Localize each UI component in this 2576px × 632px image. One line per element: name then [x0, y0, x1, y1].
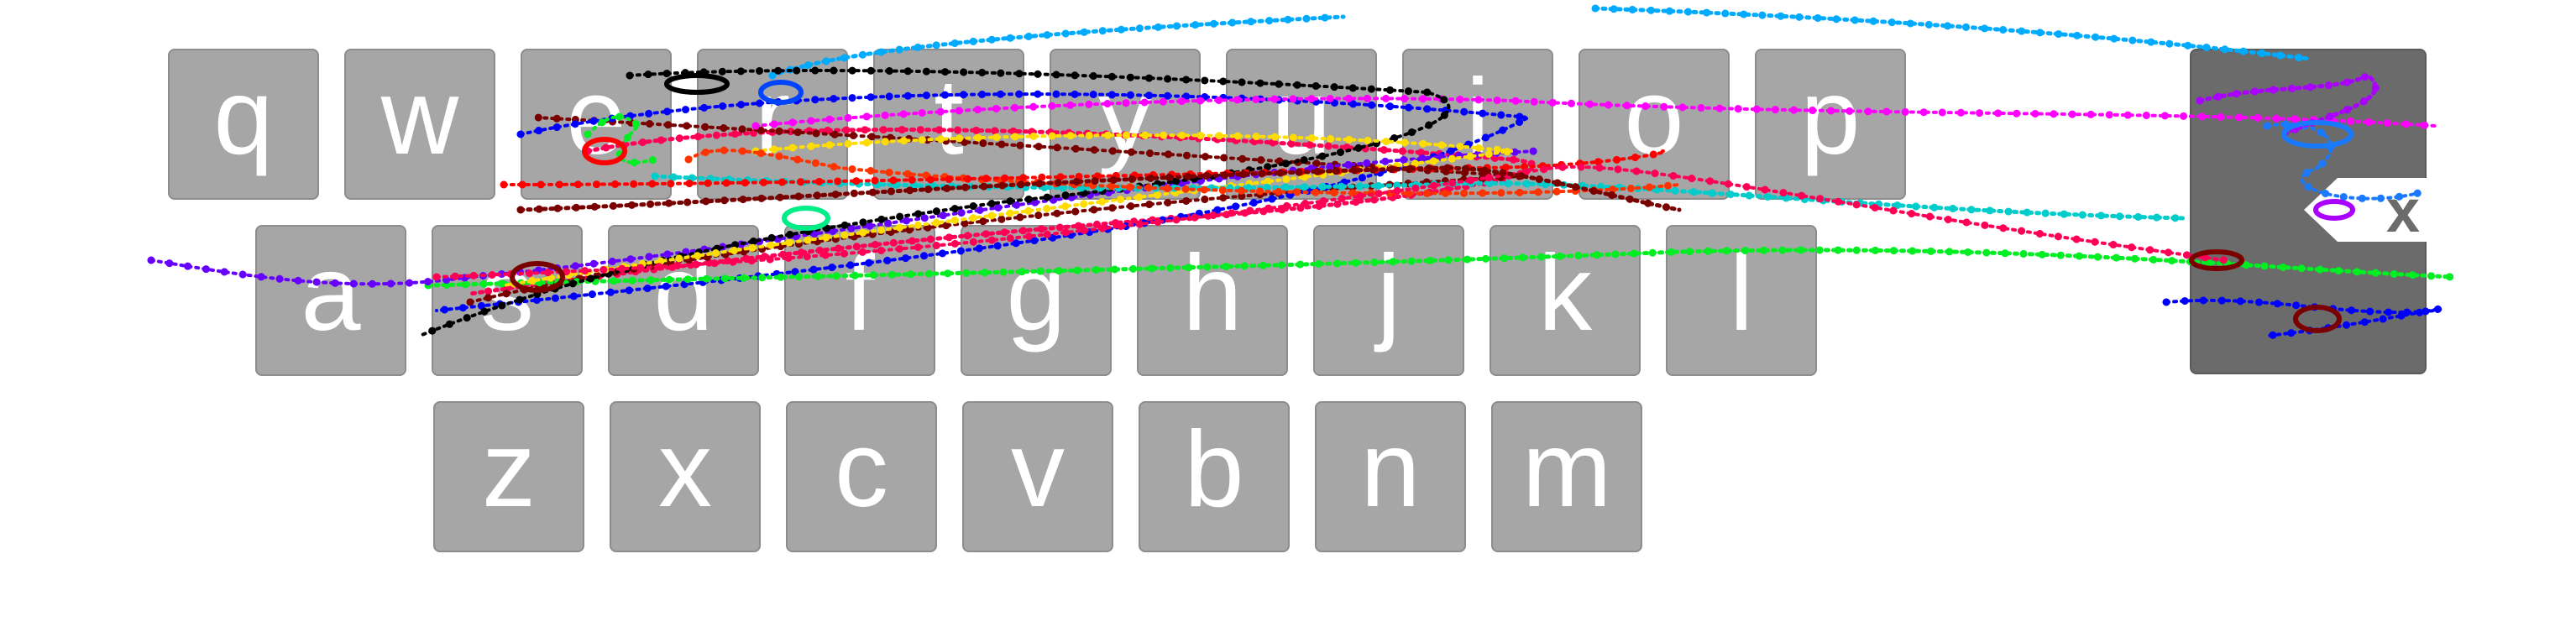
key-z[interactable] [433, 401, 584, 552]
key-n[interactable] [1315, 401, 1466, 552]
key-label: d [653, 233, 714, 353]
key-y[interactable] [1050, 49, 1201, 200]
key-r[interactable] [697, 49, 848, 200]
key-label: c [835, 410, 888, 530]
key-label: s [480, 233, 534, 353]
key-i[interactable] [1402, 49, 1553, 200]
key-label: o [1624, 57, 1684, 177]
key-label: t [934, 57, 964, 177]
key-a[interactable] [255, 225, 406, 376]
key-label: e [566, 57, 626, 177]
key-label: h [1182, 233, 1243, 353]
key-t[interactable] [873, 49, 1024, 200]
key-m[interactable] [1491, 401, 1642, 552]
key-h[interactable] [1137, 225, 1288, 376]
key-w[interactable] [344, 49, 495, 200]
key-label: i [1465, 57, 1490, 177]
key-label: p [1800, 57, 1861, 177]
backspace-icon [2304, 176, 2472, 243]
key-k[interactable] [1490, 225, 1641, 376]
key-l[interactable] [1666, 225, 1817, 376]
backspace-key[interactable] [2190, 49, 2427, 374]
key-label: z [482, 410, 536, 530]
key-label: j [1376, 233, 1401, 353]
key-f[interactable] [784, 225, 935, 376]
key-label: l [1729, 233, 1754, 353]
key-label: f [845, 233, 875, 353]
key-q[interactable] [168, 49, 319, 200]
key-label: w [380, 57, 459, 177]
key-s[interactable] [432, 225, 583, 376]
key-label: k [1538, 233, 1592, 353]
key-e[interactable] [521, 49, 672, 200]
key-label: v [1011, 410, 1065, 530]
key-c[interactable] [786, 401, 937, 552]
key-x[interactable] [610, 401, 761, 552]
key-label: g [1006, 233, 1066, 353]
key-b[interactable] [1139, 401, 1290, 552]
key-label: a [301, 233, 361, 353]
key-p[interactable] [1755, 49, 1906, 200]
key-g[interactable] [961, 225, 1112, 376]
key-label: r [754, 57, 791, 177]
key-label: b [1184, 410, 1244, 530]
key-label: u [1271, 57, 1332, 177]
backspace-label: x [2385, 178, 2421, 243]
key-j[interactable] [1313, 225, 1464, 376]
key-label: m [1521, 410, 1612, 530]
key-label: y [1098, 57, 1152, 177]
key-v[interactable] [962, 401, 1113, 552]
key-d[interactable] [608, 225, 759, 376]
key-u[interactable] [1226, 49, 1377, 200]
key-label: n [1360, 410, 1421, 530]
key-o[interactable] [1579, 49, 1730, 200]
key-label: x [658, 410, 712, 530]
key-label: q [213, 57, 274, 177]
